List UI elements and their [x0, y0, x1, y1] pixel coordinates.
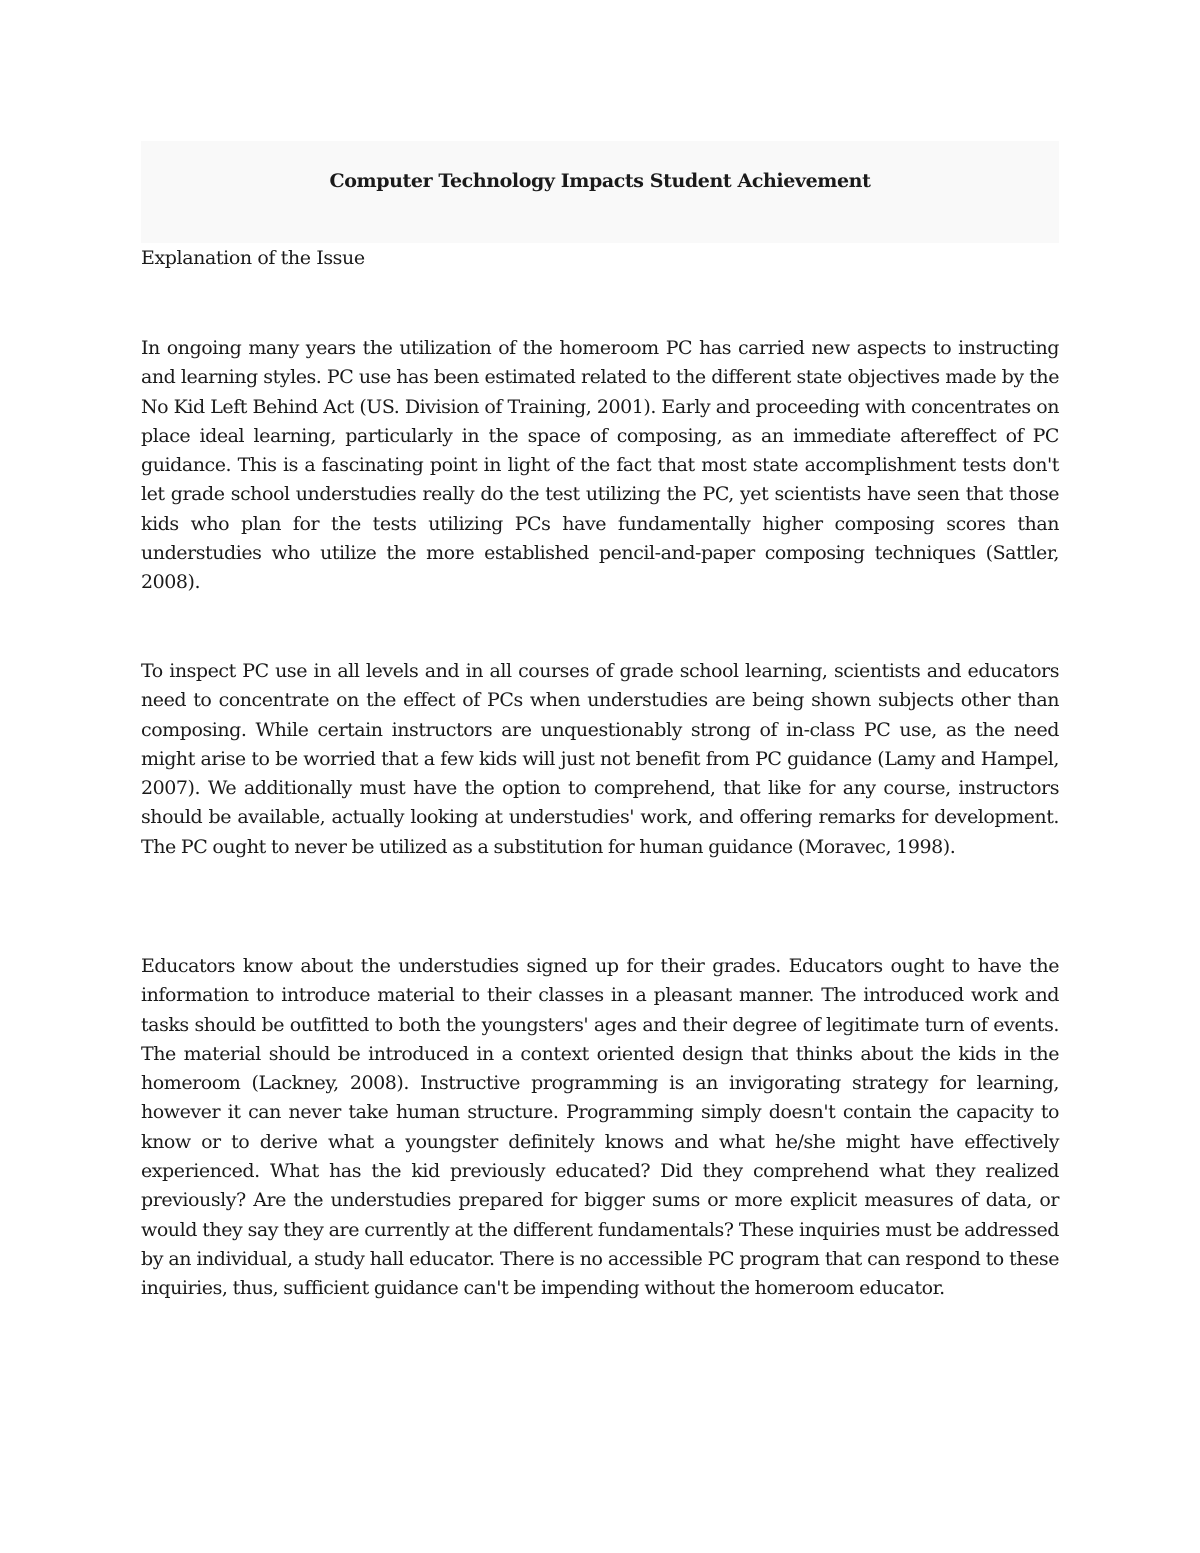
document-title: Computer Technology Impacts Student Achievement [329, 170, 871, 192]
paragraph-1: In ongoing many years the utilization of the homeroom PC has carried new aspects to instructing and learning styles. PC use has been estimated related to the different state objectives made by the No Kid Left Behind Act (US. Division of Training, 2001). Early and proceeding with concentrates on place ideal learning, particularly in the space of composing, as an immediate aftereffect of PC guidance. This is a fascinating point in light of the fact that most state accomplishment tests don't let grade school understudies really do the test utilizing the PC, yet scientists have seen that those kids who plan for the tests utilizing PCs have fundamentally higher composing scores than understudies who utilize the more established pencil-and-paper composing techniques (Sattler, 2008). [141, 337, 1059, 594]
paragraph-2: To inspect PC use in all levels and in all courses of grade school learning, scientists and educators need to concentrate on the effect of PCs when understudies are being shown subjects other than composing. While certain instructors are unquestionably strong of in-class PC use, as the need might arise to be worried that a few kids will just not benefit from PC guidance (Lamy and Hampel, 2007). We additionally must have the option to comprehend, that like for any course, instructors should be available, actually looking at understudies' work, and offering remarks for development. The PC ought to never be utilized as a substitution for human guidance (Moravec, 1998). [141, 660, 1059, 858]
paragraph-3: Educators know about the understudies signed up for their grades. Educators ought to have the information to introduce material to their classes in a pleasant manner. The introduced work and tasks should be outfitted to both the youngsters' ages and their degree of legitimate turn of events. The material should be introduced in a context oriented design that thinks about the kids in the homeroom (Lackney, 2008). Instructive programming is an invigorating strategy for learning, however it can never take human structure. Programming simply doesn't contain the capacity to know or to derive what a youngster definitely knows and what he/she might have effectively experienced. What has the kid previously educated? Did they comprehend what they realized previously? Are the understudies prepared for bigger sums or more explicit measures of data, or would they say they are currently at the different fundamentals? These inquiries must be addressed by an individual, a study hall educator. There is no accessible PC program that can respond to these inquiries, thus, sufficient guidance can't be impending without the homeroom educator. [141, 955, 1059, 1300]
section-heading: Explanation of the Issue [141, 247, 365, 269]
